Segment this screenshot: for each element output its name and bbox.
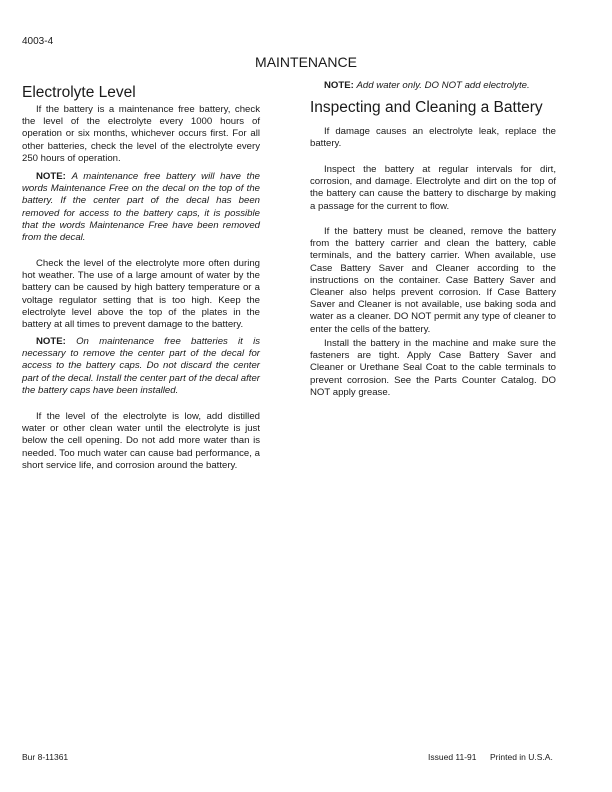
paragraph: If the battery is a maintenance free battery, check the level of the electrolyte every 1000 hours of operation or six months, whichever occurs first. For all other batteries, check the level of the electrolyte every 250 hours of operation. — [22, 104, 260, 164]
footer-printed: Printed in U.S.A. — [490, 752, 553, 762]
note-label: NOTE: — [324, 80, 354, 91]
heading-inspecting-cleaning: Inspecting and Cleaning a Battery — [310, 99, 543, 116]
paragraph: If the level of the electrolyte is low, add distilled water or other clean water until the electrolyte is just below the cell opening. Do not add more water than is needed. Too much water can cause bad performance, a short service life, and corrosion around the battery. — [22, 411, 260, 471]
note-text: On maintenance free batteries it is necessary to remove the center part of the decal for access to the battery caps. Do not discard the center part of the decal. Install the center part of the decal after the battery caps have been installed. — [22, 336, 260, 396]
note-text: A maintenance free battery will have the words Maintenance Free on the decal on the top of the battery. If the center part of the decal has been removed for access to the battery caps, it is possible that the words Maintenance Free have been removed from the decal. — [22, 171, 261, 244]
heading-electrolyte-level: Electrolyte Level — [22, 84, 136, 101]
note — [22, 336, 260, 397]
paragraph: Check the level of the electrolyte more often during hot weather. The use of a large amount of water by the battery can be caused by high battery temperature or a voltage regulator setting that is too high. Keep the electrolyte level above the top of the plates in the battery at all times to prevent damage to the battery. — [22, 258, 260, 331]
paragraph: If the battery must be cleaned, remove the battery from the battery carrier and clean the battery, cable terminals, and the battery carrier. When available, use Case Battery Saver and Cleaner according to the instructions on the container. Case Battery Saver and Cleaner also helps prevent corrosion. If Case Battery Saver and Cleaner is not available, use baking soda and water as a cleaner. DO NOT permit any type of cleaner to enter the cells of the battery. — [310, 226, 556, 335]
note-text: Add water only. DO NOT add electrolyte. — [356, 80, 530, 91]
paragraph: Inspect the battery at regular intervals for dirt, corrosion, and damage. Electrolyte and dirt on the top of the battery can cause the battery to discharge by making a passage for the current to flow. — [310, 164, 556, 212]
footer-code: Bur 8-11361 — [22, 752, 69, 762]
note-label: NOTE: — [36, 171, 66, 182]
section-title: MAINTENANCE — [255, 54, 357, 70]
note-label: NOTE: — [36, 336, 66, 347]
footer-issued: Issued 11-91 — [428, 752, 477, 762]
page-number: 4003-4 — [22, 36, 54, 47]
paragraph: If damage causes an electrolyte leak, replace the battery. — [310, 126, 556, 150]
note — [22, 171, 260, 244]
paragraph: Install the battery in the machine and make sure the fasteners are tight. Apply Case Battery Saver and Cleaner or Urethane Seal Coat to the cable terminals to prevent corrosion. See the Parts Counter Catalog. DO NOT apply grease. — [310, 338, 556, 398]
note — [310, 80, 556, 92]
